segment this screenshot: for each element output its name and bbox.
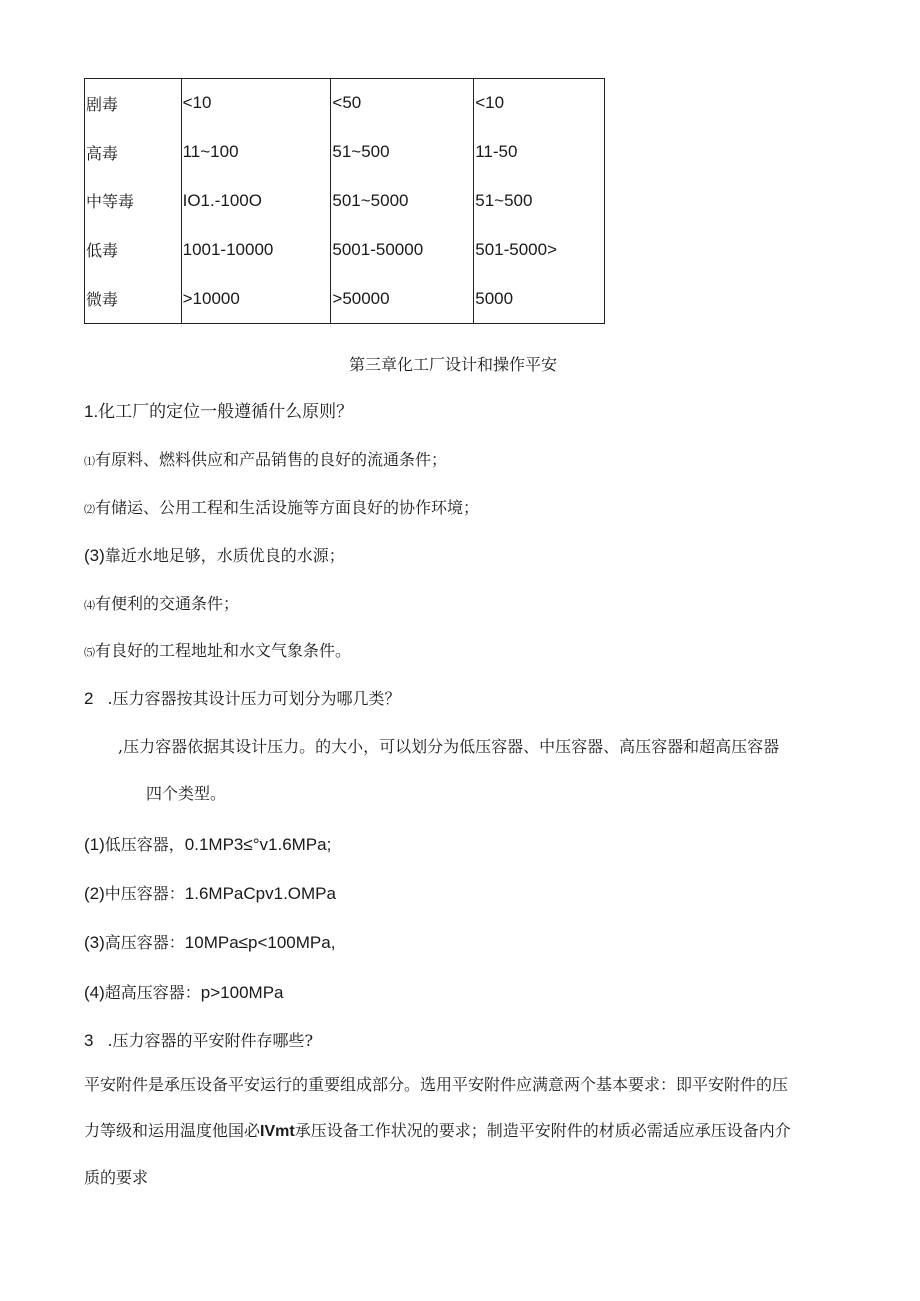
q1-item-text: 靠近水地足够，水质优良的水源；: [104, 546, 345, 565]
q1-item-marker: ⑸: [84, 646, 95, 659]
q1-item-marker: ⑴: [84, 455, 95, 468]
q3-line2-part-c: 承压设备工作状况的要求；制造平安附件的材质必需适应承压设备内介: [294, 1121, 791, 1140]
q2-item-marker: (1): [84, 835, 105, 854]
q2-item-marker: (3): [84, 933, 105, 952]
value-cell: IO1.-100O: [181, 177, 331, 226]
q2-item-4: [84, 983, 284, 1003]
table-row: [85, 177, 605, 226]
q2-item-1: [84, 835, 331, 855]
q1-item-1: [84, 450, 447, 472]
value-cell: 501~5000: [331, 177, 474, 226]
q2-item-value: 10MPa≤p<100MPa,: [184, 933, 336, 952]
value-cell: <50: [331, 79, 474, 128]
q1-item-text: 有储运、公用工程和生活设施等方面良好的协作环境；: [95, 498, 480, 517]
question-3-title: [84, 1031, 313, 1051]
toxicity-grade-cell: 中等毒: [85, 177, 182, 226]
value-cell: 11-50: [474, 128, 605, 177]
value-cell: >50000: [331, 274, 474, 323]
table-row: [85, 274, 605, 323]
q1-item-marker: (3): [84, 546, 105, 565]
toxicity-table: [84, 78, 605, 324]
value-cell: 501-5000>: [474, 225, 605, 274]
value-cell: 11~100: [181, 128, 331, 177]
chapter-title: 第三章化工厂设计和操作平安: [349, 355, 558, 374]
q1-item-2: [84, 498, 479, 520]
q2-item-3: [84, 933, 335, 953]
q1-item-text: 有便利的交通条件；: [95, 594, 240, 613]
table-row: [85, 225, 605, 274]
q1-item-text: 有原料、燃料供应和产品销售的良好的流通条件；: [95, 450, 448, 469]
q2-item-label: 超高压容器：: [104, 983, 201, 1002]
table-row: [85, 128, 605, 177]
q3-paragraph-line-2: [84, 1121, 791, 1142]
q1-item-5: [84, 641, 351, 663]
question-1-title-text: 1.化工厂的定位一般遵循什么原则？: [84, 402, 354, 421]
question-2-title-text: .压力容器按其设计压力可划分为哪几类？: [107, 689, 401, 708]
q1-item-4: [84, 594, 239, 616]
q2-item-label: 低压容器，: [104, 835, 185, 854]
value-cell: 5000: [474, 274, 605, 323]
toxicity-grade-cell: 高毒: [85, 128, 182, 177]
table-row: [85, 79, 605, 128]
value-cell: 1001-10000: [181, 225, 331, 274]
question-1-title: [84, 402, 353, 422]
q1-item-3: [84, 546, 345, 566]
q3-paragraph-line-1: 平安附件是承压设备平安运行的重要组成部分。选用平安附件应满意两个基本要求：即平安附件的压: [84, 1075, 789, 1094]
value-cell: >10000: [181, 274, 331, 323]
q3-line2-part-a: 力等级和运用温度他国必: [84, 1121, 261, 1140]
q1-item-marker: ⑵: [84, 503, 95, 516]
q3-paragraph-line-3: 质的要求: [84, 1168, 149, 1187]
question-2-number: 2: [84, 689, 94, 708]
value-cell: 51~500: [331, 128, 474, 177]
question-3-title-text: .压力容器的平安附件存哪些?: [107, 1031, 314, 1050]
value-cell: 5001-50000: [331, 225, 474, 274]
value-cell: <10: [181, 79, 331, 128]
q2-item-marker: (2): [84, 884, 105, 903]
q2-item-value: 1.6MPaCpv1.OMPa: [184, 884, 336, 903]
q2-item-label: 高压容器：: [104, 933, 185, 952]
value-cell: <10: [474, 79, 605, 128]
toxicity-grade-cell: 低毒: [85, 225, 182, 274]
q3-line2-part-b: IVmt: [260, 1123, 295, 1140]
q2-answer-line-2: 四个类型。: [146, 784, 227, 803]
q2-item-label: 中压容器：: [104, 884, 185, 903]
q2-item-2: [84, 884, 336, 904]
q1-item-marker: ⑷: [84, 599, 95, 612]
q1-item-text: 有良好的工程地址和水文气象条件。: [95, 641, 352, 660]
toxicity-grade-cell: 微毒: [85, 274, 182, 323]
value-cell: 51~500: [474, 177, 605, 226]
q2-item-value: 0.1MP3≤°v1.6MPa;: [184, 835, 332, 854]
q2-item-marker: (4): [84, 983, 105, 1002]
q2-answer-line-1: ,压力容器依据其设计压力。的大小，可以划分为低压容器、中压容器、高压容器和超高压容器: [118, 737, 780, 756]
question-3-number: 3: [84, 1031, 94, 1050]
toxicity-grade-cell: 剧毒: [85, 79, 182, 128]
question-2-title: [84, 689, 401, 709]
q2-item-value: p>100MPa: [200, 983, 284, 1002]
